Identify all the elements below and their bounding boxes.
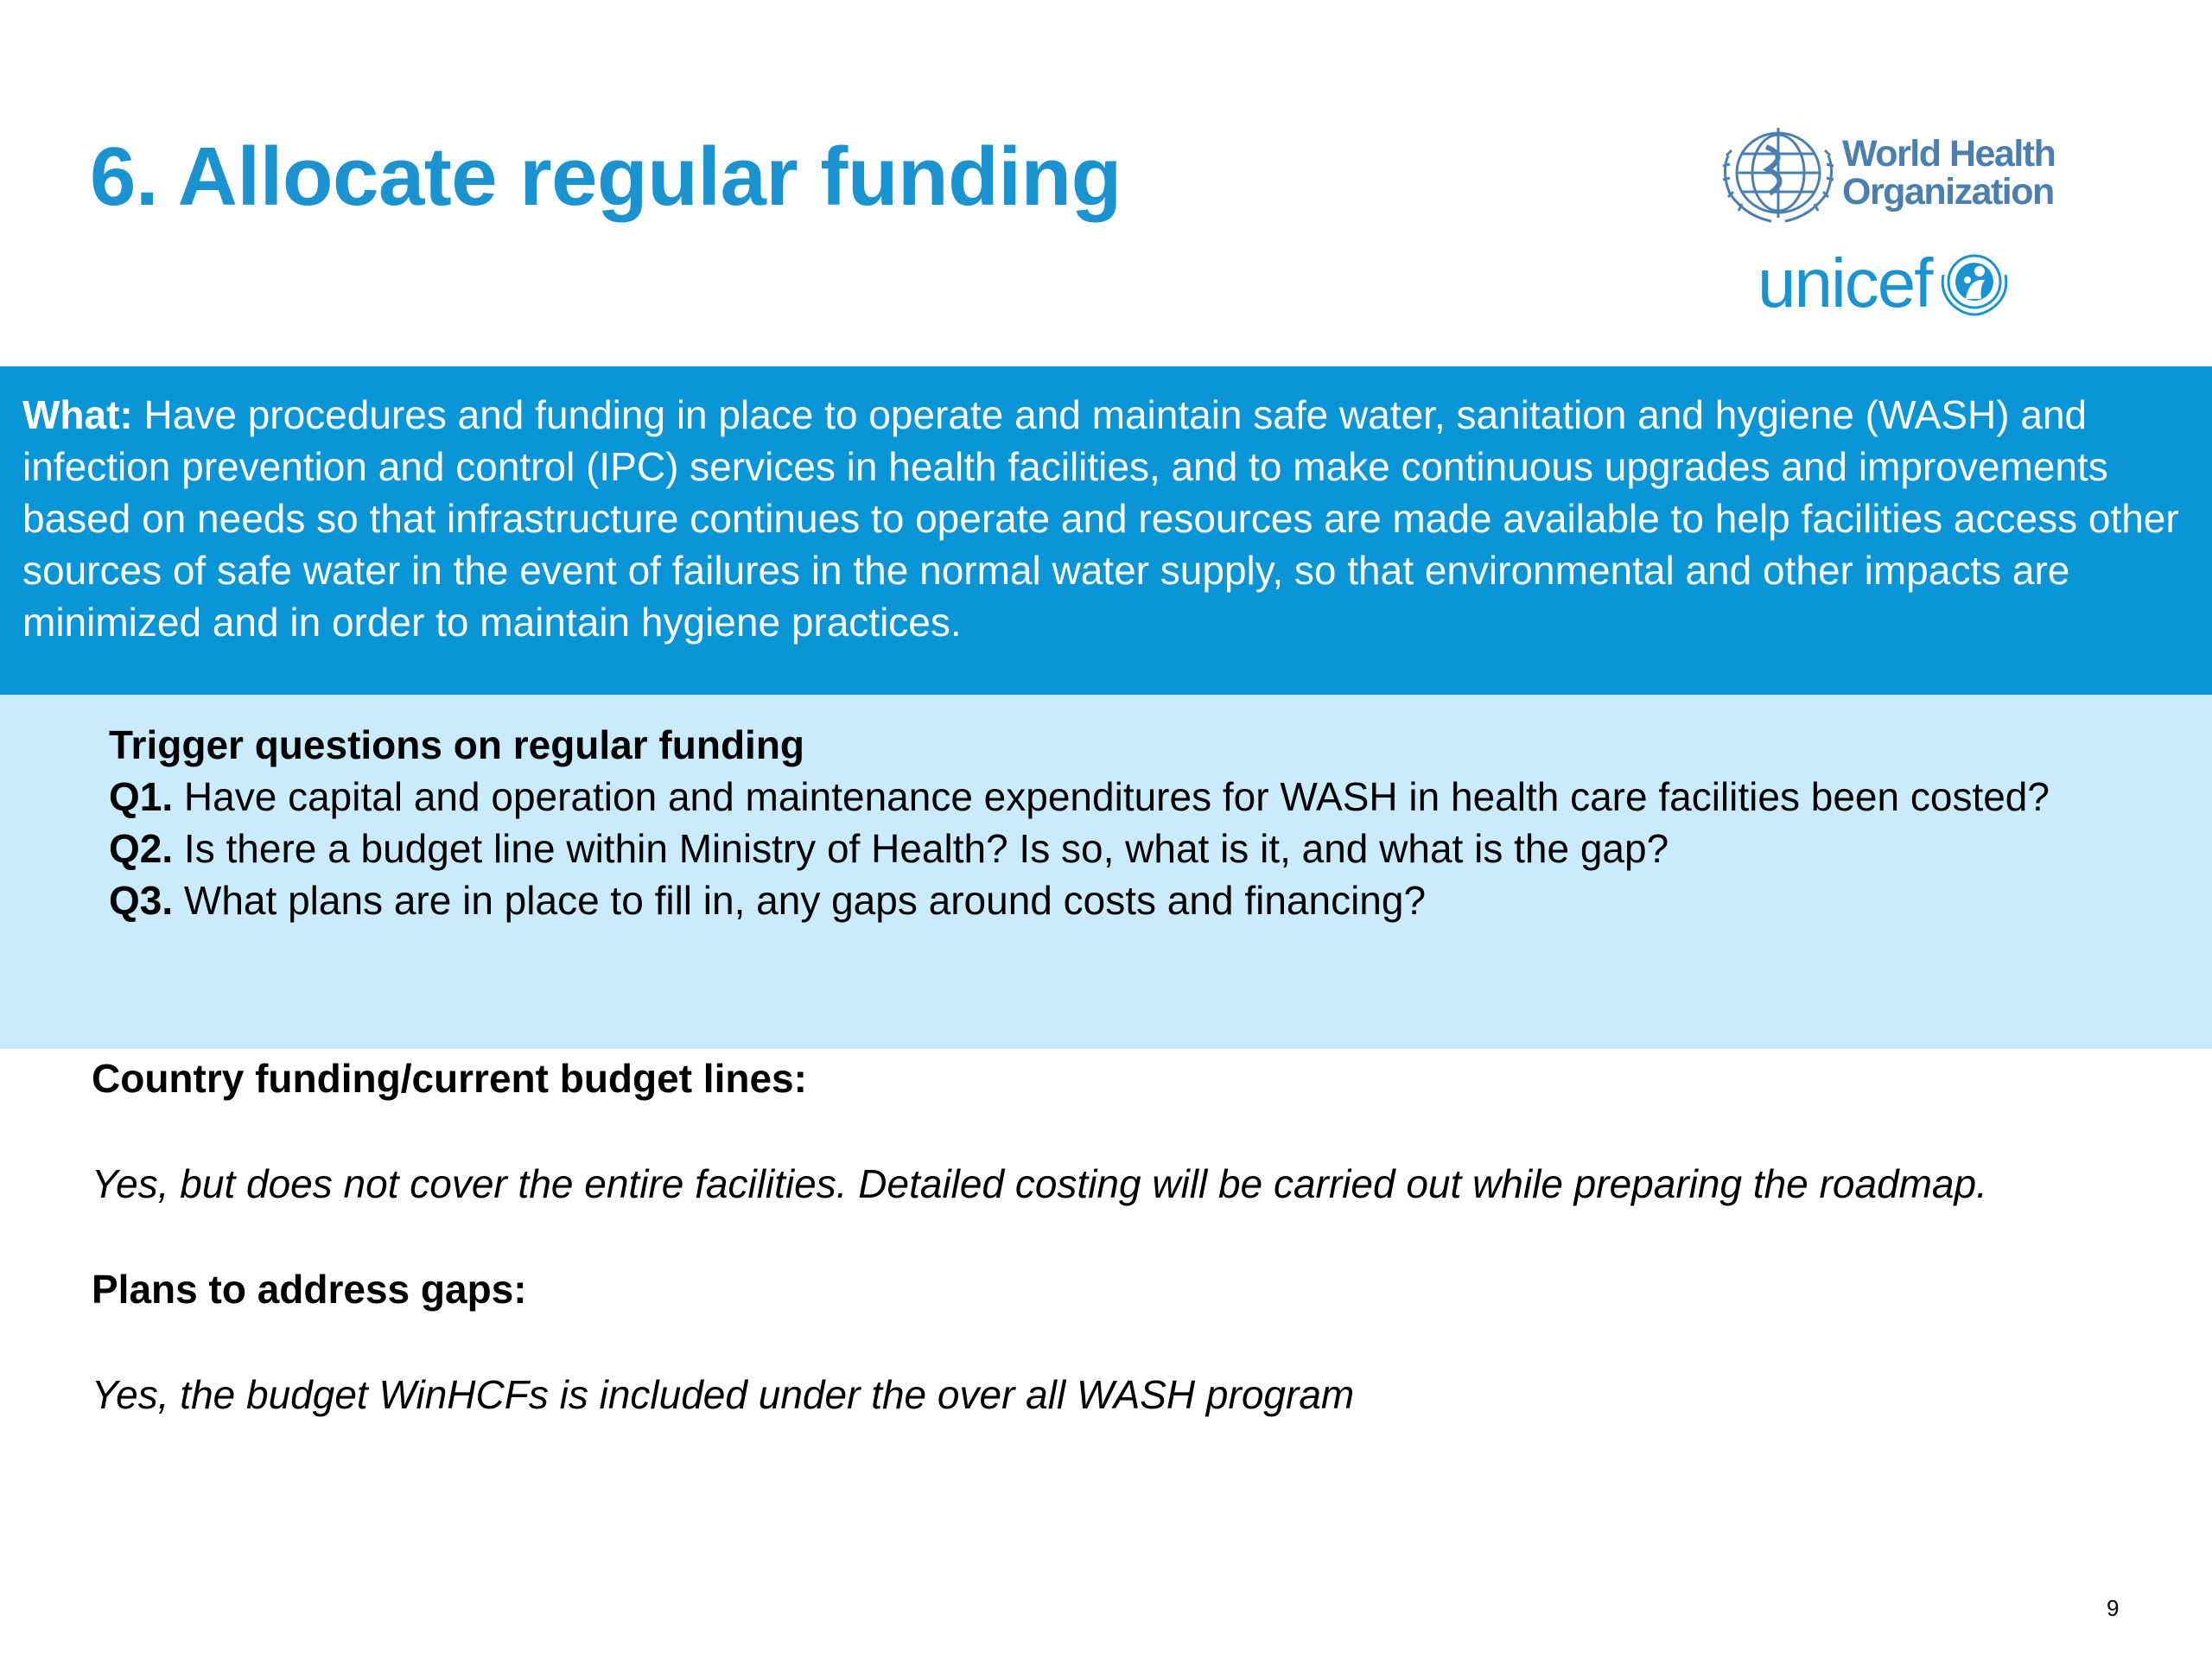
funding-answer: Yes, but does not cover the entire facilities. Detailed costing will be carried out while preparing the roadmap.: [92, 1161, 1987, 1206]
question-q2: [109, 823, 2160, 874]
responses-section: [92, 1049, 2079, 1424]
plans-heading: Plans to address gaps:: [92, 1267, 527, 1312]
trigger-heading: Trigger questions on regular funding: [109, 722, 805, 767]
q1-text: Have capital and operation and maintenance expenditures for WASH in health care facilities been costed?: [173, 774, 2050, 819]
partner-logos: [1719, 121, 2056, 328]
who-emblem-icon: [1719, 121, 1837, 225]
slide-title: 6. Allocate regular funding: [90, 130, 1122, 223]
question-q1: [109, 771, 2160, 823]
q2-text: Is there a budget line within Ministry of Health? Is so, what is it, and what is the gap?: [173, 826, 1669, 871]
what-box: [0, 366, 2212, 695]
who-logo: [1719, 121, 2055, 225]
q3-label: Q3.: [109, 878, 174, 923]
trigger-questions-box: [0, 695, 2212, 1049]
unicef-logo: [1758, 245, 2014, 321]
q1-label: Q1.: [109, 774, 174, 819]
q2-label: Q2.: [109, 826, 174, 871]
what-label: What:: [22, 392, 133, 437]
who-line1: World Health: [1842, 133, 2056, 175]
what-text: Have procedures and funding in place to operate and maintain safe water, sanitation and hygiene (WASH) and infection prevention and control (IPC) services in health facilities, and to make continuous upgrades and improvements based on needs so that infrastructure continues to operate and resources are made available to help facilities access other sources of safe water in the event of failures in the normal water supply, so that environmental and other impacts are minimized and in order to maintain hygiene practices.: [22, 392, 2179, 645]
unicef-wordmark: unicef: [1758, 245, 1932, 321]
funding-heading: Country funding/current budget lines:: [92, 1056, 807, 1101]
page-number: 9: [2107, 1595, 2120, 1621]
who-line2: Organization: [1842, 171, 2054, 213]
plans-answer: Yes, the budget WinHCFs is included under the over all WASH program: [92, 1372, 1355, 1417]
unicef-emblem-icon: [1935, 249, 2014, 318]
question-q3: [109, 874, 2160, 926]
q3-text: What plans are in place to fill in, any gaps around costs and financing?: [173, 878, 1427, 923]
who-wordmark: [1842, 135, 2055, 211]
